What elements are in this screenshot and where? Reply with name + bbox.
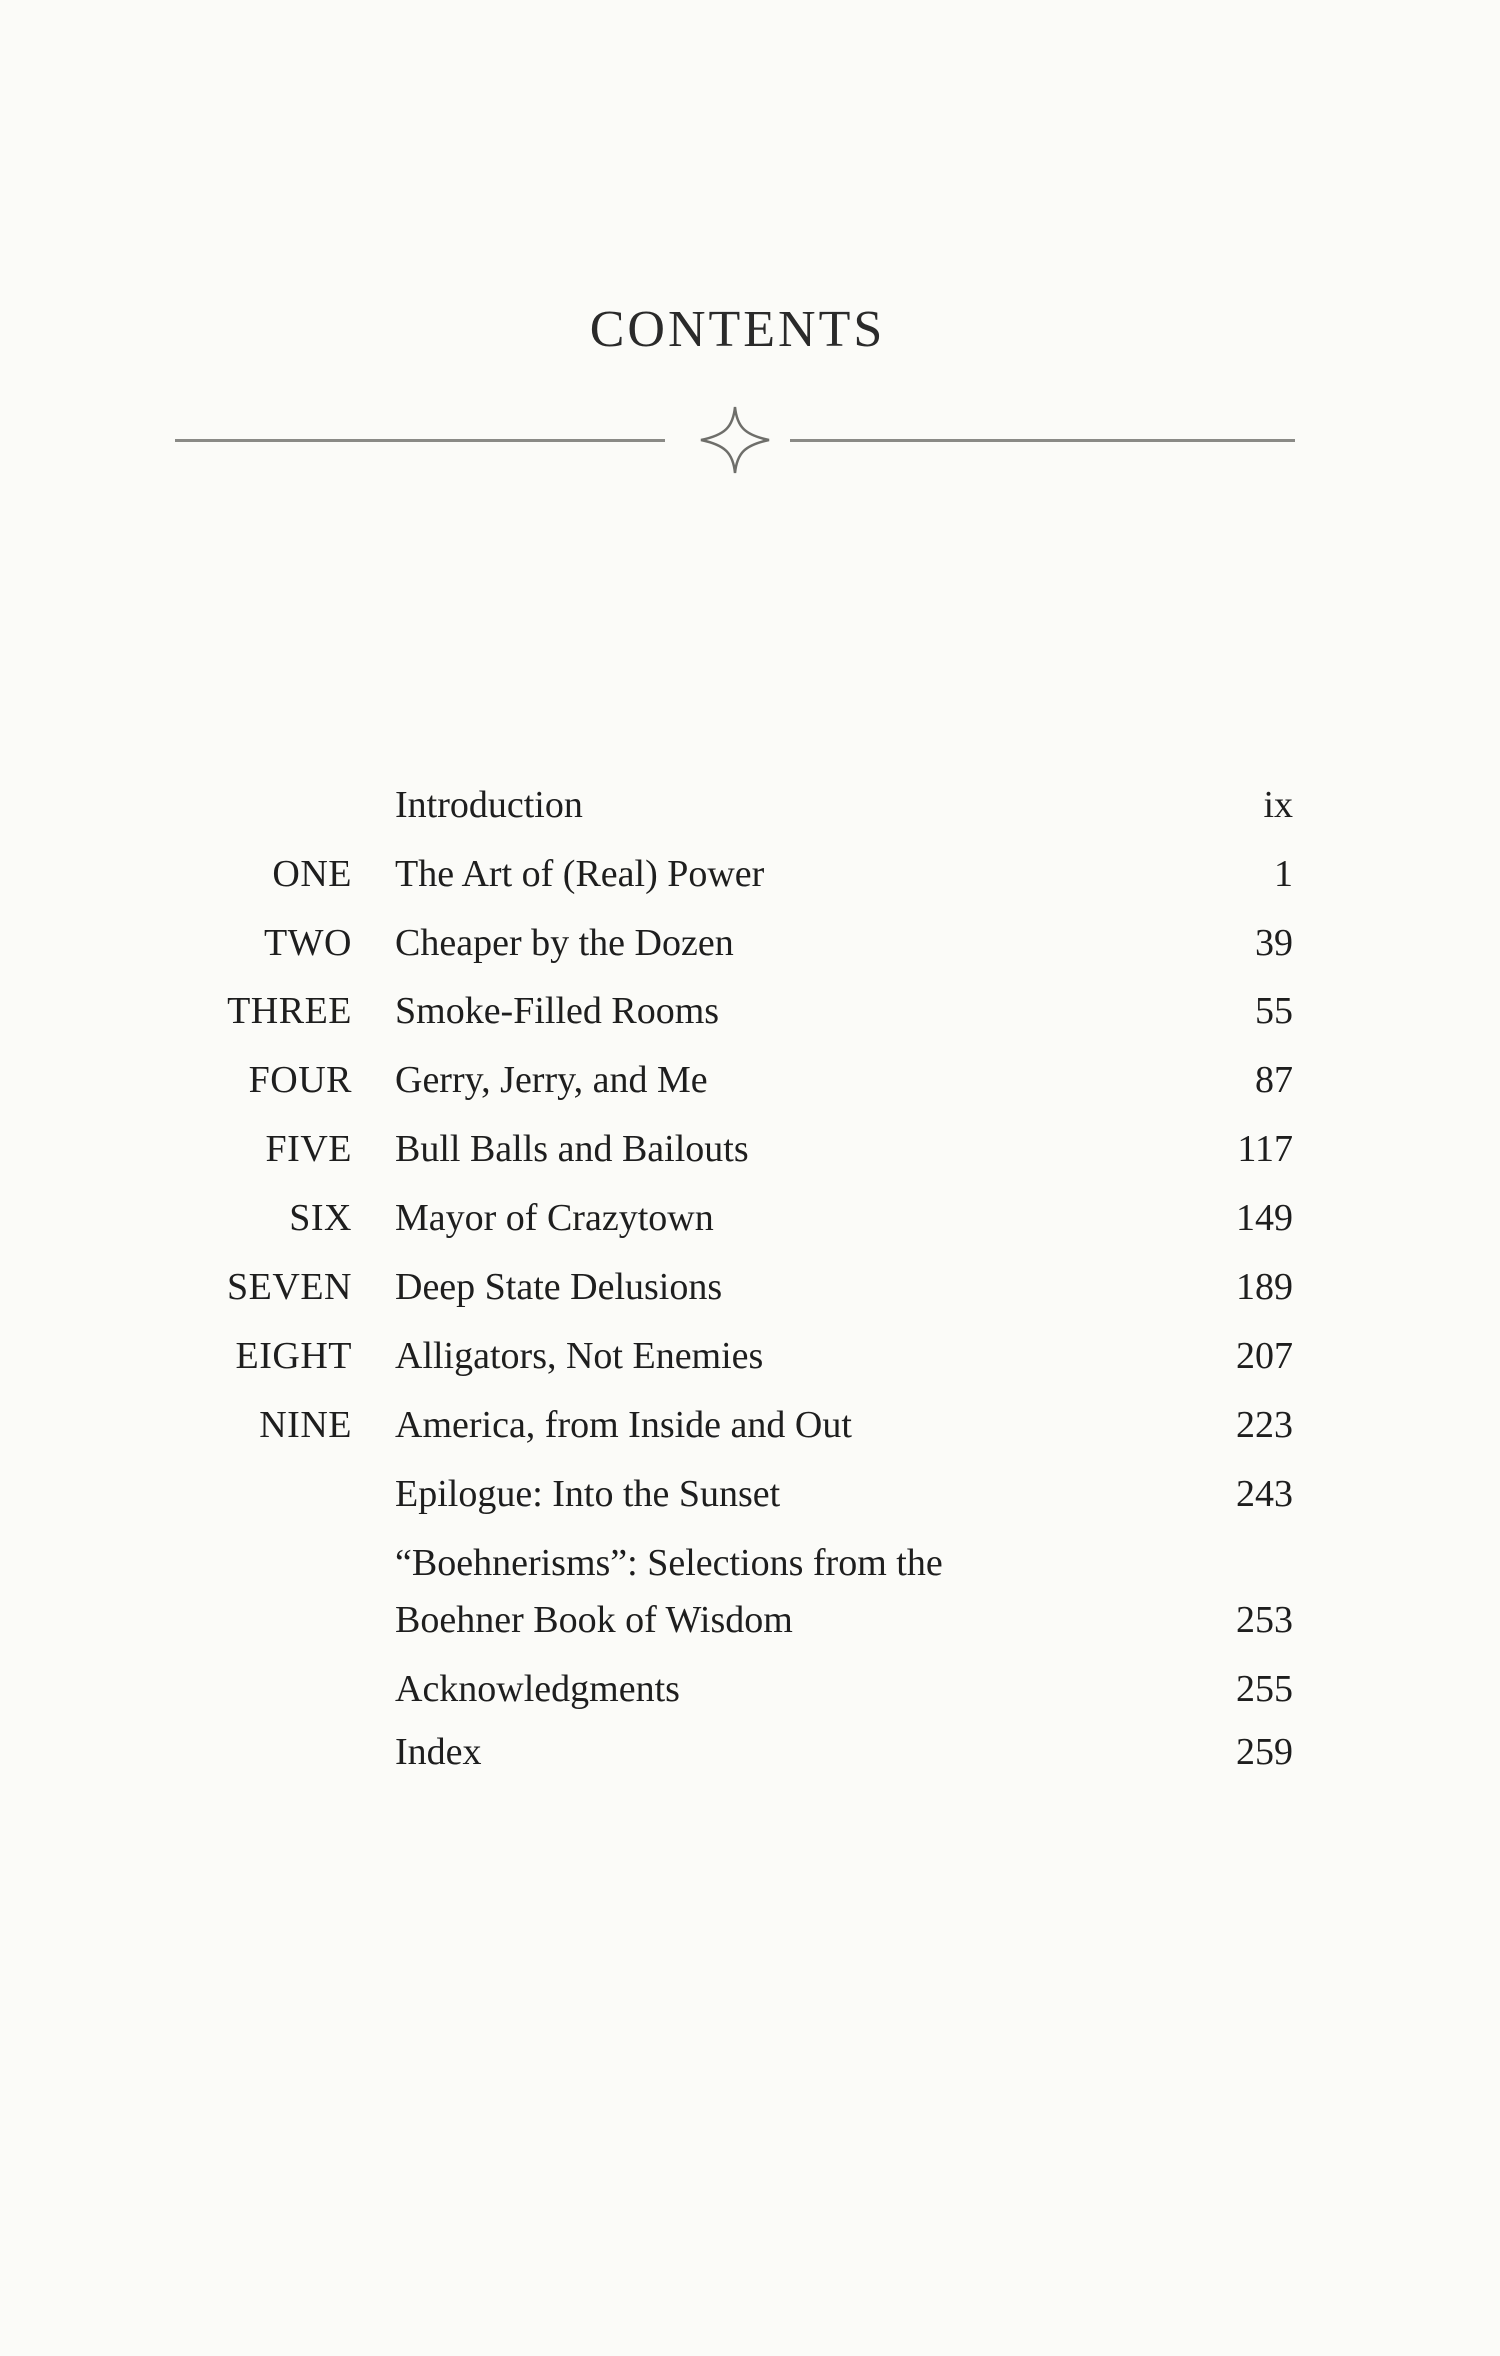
chapter-title: Deep State Delusions [395, 1266, 723, 1308]
chapter-title: Gerry, Jerry, and Me [395, 1059, 708, 1101]
title-ornament [175, 405, 1295, 475]
page-number: 149 [1236, 1197, 1293, 1239]
chapter-title: Bull Balls and Bailouts [395, 1128, 749, 1170]
page-number: 39 [1255, 922, 1293, 964]
page-number: 189 [1236, 1266, 1293, 1308]
chapter-title: The Art of (Real) Power [395, 853, 765, 895]
page-number: 117 [1237, 1128, 1293, 1170]
page-number: 259 [1236, 1731, 1293, 1773]
chapter-title: Introduction [395, 784, 583, 826]
chapter-number: NINE [259, 1404, 352, 1446]
page-title: CONTENTS [589, 301, 886, 358]
page-number: 55 [1255, 990, 1293, 1032]
chapter-title: Boehner Book of Wisdom [395, 1599, 793, 1641]
chapter-title: Cheaper by the Dozen [395, 922, 734, 964]
page-number: 243 [1236, 1473, 1293, 1515]
chapter-number: SEVEN [227, 1266, 352, 1308]
chapter-number: THREE [227, 990, 352, 1032]
chapter-title: America, from Inside and Out [395, 1404, 852, 1446]
four-point-star-icon [695, 405, 775, 475]
page-number: 223 [1236, 1404, 1293, 1446]
chapter-title: “Boehnerisms”: Selections from the [395, 1542, 943, 1584]
chapter-title: Index [395, 1731, 482, 1773]
ornament-rule-left [175, 439, 665, 442]
chapter-number: ONE [272, 853, 352, 895]
chapter-title: Acknowledgments [395, 1668, 680, 1710]
chapter-number: FIVE [265, 1128, 352, 1170]
page-number: 207 [1236, 1335, 1293, 1377]
page-number: 87 [1255, 1059, 1293, 1101]
chapter-title: Alligators, Not Enemies [395, 1335, 764, 1377]
page-number: 255 [1236, 1668, 1293, 1710]
page-number: 253 [1236, 1599, 1293, 1641]
chapter-number: SIX [289, 1197, 352, 1239]
chapter-number: EIGHT [235, 1335, 352, 1377]
chapter-title: Epilogue: Into the Sunset [395, 1473, 781, 1515]
page-number: ix [1263, 784, 1293, 826]
ornament-rule-right [790, 439, 1295, 442]
chapter-title: Smoke-Filled Rooms [395, 990, 720, 1032]
chapter-title: Mayor of Crazytown [395, 1197, 714, 1239]
page-number: 1 [1274, 853, 1293, 895]
chapter-number: TWO [263, 922, 352, 964]
chapter-number: FOUR [248, 1059, 352, 1101]
